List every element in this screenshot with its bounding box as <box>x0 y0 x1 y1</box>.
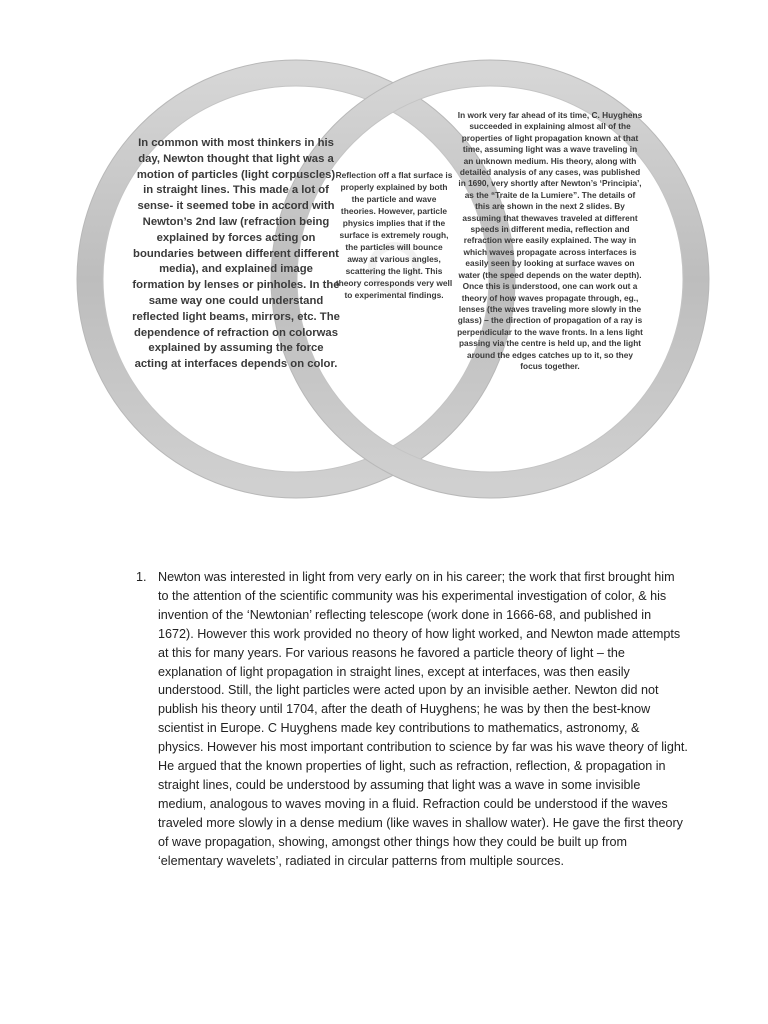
list-item-text: Newton was interested in light from very early on in his career; the work that first brought him to the attention of the scientific community was his experimental investigation of color, & his invention of the ‘Newtonian’ reflecting telescope (work done in 1666-68, and published in 1672). However this work provided no theory of how light worked, and Newton made attempts at this for many years. For various reasons he favored a particle theory of light – the explanation of light propagation in straight lines, except at interfaces, was then easily understood. Still, the light particles were acted upon by an invisible aether. Newton did not publish his theory until 1704, after the death of Huyghens; he was by then the best-know scientist in Europe. C Huyghens made key contributions to mathematics, astronomy, & physics. However his most important contribution to science by far was his wave theory of light. He argued that the known properties of light, such as refraction, reflection, & propagation in straight lines, could be understood by assuming that light was a wave in some invisible medium, analogous to waves moving in a fluid. Refraction could be understood if the waves traveled more slowly in a dense medium (like waves in shallow water). He gave the first theory of wave propagation, showing, amongst other things how they could be built up from ‘elementary wavelets’, radiated in circular patterns from multiple sources. <box>158 570 688 868</box>
numbered-list <box>128 568 688 871</box>
list-item-number: 1. <box>136 570 147 584</box>
venn-overlap-text: Reflection off a flat surface is properly explained by both the particle and wave theories. However, particle physics implies that if the surface is extremely rough, the particles will bounce away at various angles, scattering the light. This theory corresponds very well to experimental findings. <box>335 170 453 300</box>
venn-right-text: In work very far ahead of its time, C. Huyghens succeeded in explaining almost all of the properties of light propagation known at that time, assuming light was a wave traveling in an unknown medium. His theory, along with detailed analysis of any cases, was published in 1690, very shortly after Newton’s ‘Principia’, as the “Traite de la Lumiere”. The details of this are shown in the next 2 slides. By assuming that thewaves traveled at different speeds in different media, reflection and refraction were easily explained. The way in which waves propagate across interfaces is easily seen by looking at surface waves on water (the speed depends on the water depth). Once this is understood, one can work out a theory of how waves propagate through, eg., lenses (the waves traveling more slowly in the glass) – the direction of propagation of a ray is perpendicular to the wave fronts. In a lens light passing via the centre is held up, and the light around the edges catches up to it, so they focus together. <box>457 110 643 371</box>
venn-left-text: In common with most thinkers in his day, Newton thought that light was a motion of particles (light corpuscles) in straight lines. This made a lot of sense- it seemed tobe in accord with Newton’s 2nd law (refraction being explained by forces acting on boundaries between different different media), and explained image formation by lenses or pinholes. In the same way one could understand reflected light beams, mirrors, etc. The dependence of refraction on colorwas explained by assuming the force acting at interfaces depends on color. <box>132 137 340 371</box>
list-item <box>128 568 688 871</box>
